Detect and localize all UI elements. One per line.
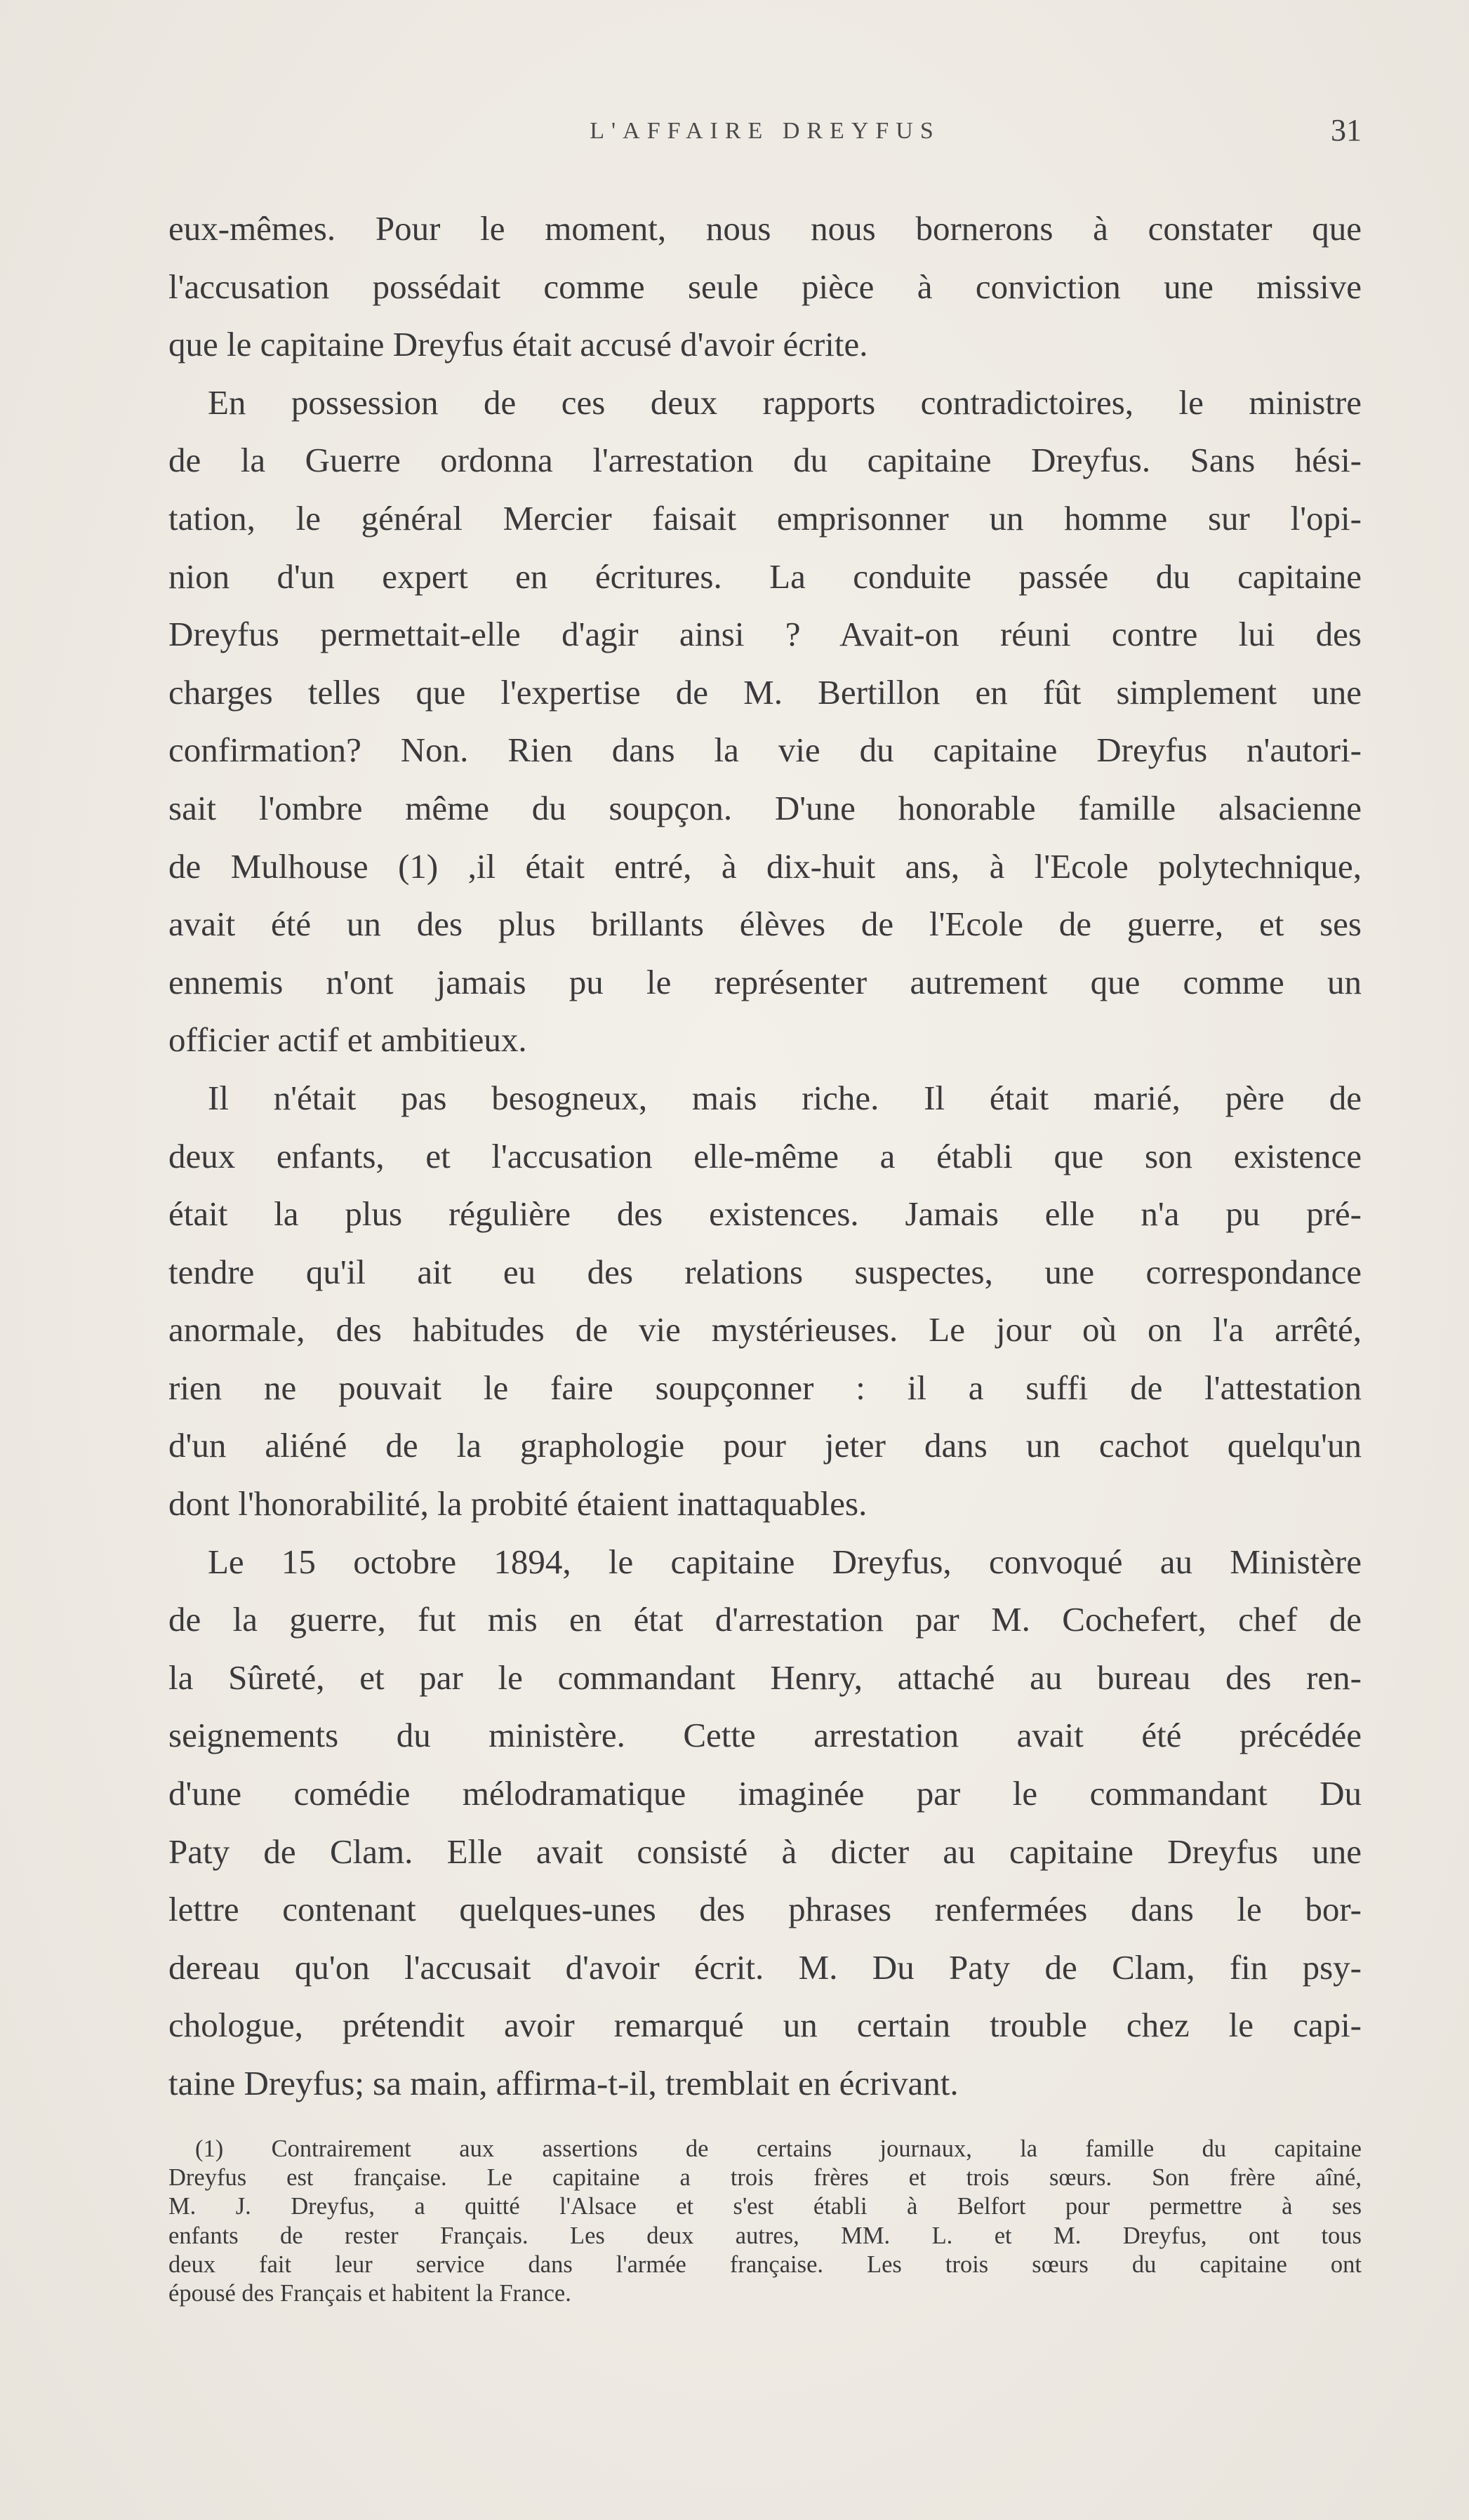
text-line: dereau qu'on l'accusait d'avoir écrit. M. Du Paty de Clam, fin psy-	[168, 1947, 1362, 1987]
text-line: que le capitaine Dreyfus était accusé d'avoir écrite.	[168, 325, 868, 364]
text-line: Il n'était pas besogneux, mais riche. Il était marié, père de	[208, 1078, 1362, 1117]
page-number: 31	[1331, 113, 1362, 147]
running-title: L'AFFAIRE DREYFUS	[590, 118, 940, 144]
text-line: deux enfants, et l'accusation elle-même a établi que son existence	[168, 1136, 1362, 1175]
text-line: nion d'un expert en écritures. La conduite passée du capitaine	[168, 556, 1362, 596]
text-line: seignements du ministère. Cette arrestation avait été précédée	[168, 1716, 1362, 1755]
text-line: Dreyfus permettait-elle d'agir ainsi ? Avait-on réuni contre lui des	[168, 615, 1362, 654]
text-line: avait été un des plus brillants élèves de l'Ecole de guerre, et ses	[168, 905, 1362, 944]
text-line: sait l'ombre même du soupçon. D'une honorable famille alsacienne	[168, 788, 1362, 827]
footnote	[168, 2135, 1362, 2308]
text-line: lettre contenant quelques-unes des phrases renfermées dans le bor-	[168, 1890, 1362, 1929]
text-line: la Sûreté, et par le commandant Henry, attaché au bureau des ren-	[168, 1658, 1362, 1697]
text-line: rien ne pouvait le faire soupçonner : il a suffi de l'attestation	[168, 1368, 1362, 1407]
text-line: chologue, prétendit avoir remarqué un certain trouble chez le capi-	[168, 2006, 1362, 2045]
footnote-line: deux fait leur service dans l'armée française. Les trois sœurs du capitaine ont	[168, 2251, 1362, 2278]
running-header	[168, 113, 1362, 160]
footnote-line: épousé des Français et habitent la France.	[168, 2279, 571, 2307]
text-line: Le 15 octobre 1894, le capitaine Dreyfus, convoqué au Ministère	[208, 1542, 1362, 1581]
text-line: Paty de Clam. Elle avait consisté à dicter au capitaine Dreyfus une	[168, 1832, 1362, 1871]
text-line: dont l'honorabilité, la probité étaient inattaquables.	[168, 1484, 868, 1524]
footnote-line: M. J. Dreyfus, a quitté l'Alsace et s'est établi à Belfort pour permettre à ses	[168, 2193, 1362, 2220]
text-line: charges telles que l'expertise de M. Bertillon en fût simplement une	[168, 672, 1362, 712]
text-line: tation, le général Mercier faisait emprisonner un homme sur l'opi-	[168, 498, 1362, 538]
footnote-line: (1) Contrairement aux assertions de certains journaux, la famille du capitaine	[195, 2135, 1362, 2162]
text-line: de Mulhouse (1) ,il était entré, à dix-huit ans, à l'Ecole polytechnique,	[168, 846, 1362, 886]
text-line: ennemis n'ont jamais pu le représenter autrement que comme un	[168, 962, 1362, 1001]
text-line: était la plus régulière des existences. Jamais elle n'a pu pré-	[168, 1194, 1362, 1234]
text-line: l'accusation possédait comme seule pièce à conviction une missive	[168, 267, 1362, 306]
text-line: officier actif et ambitieux.	[168, 1020, 527, 1060]
text-line: de la guerre, fut mis en état d'arrestation par M. Cochefert, chef de	[168, 1600, 1362, 1639]
text-line: En possession de ces deux rapports contradictoires, le ministre	[208, 382, 1362, 422]
text-line: tendre qu'il ait eu des relations suspectes, une correspondance	[168, 1252, 1362, 1291]
body-text	[168, 200, 1362, 2113]
footnote-line: Dreyfus est française. Le capitaine a trois frères et trois sœurs. Son frère aîné,	[168, 2164, 1362, 2192]
text-line: eux-mêmes. Pour le moment, nous nous bornerons à constater que	[168, 209, 1362, 248]
footnote-line: enfants de rester Français. Les deux autres, MM. L. et M. Dreyfus, ont tous	[168, 2222, 1362, 2249]
text-line: confirmation? Non. Rien dans la vie du capitaine Dreyfus n'autori-	[168, 731, 1362, 770]
text-line: taine Dreyfus; sa main, affirma-t-il, tremblait en écrivant.	[168, 2064, 959, 2102]
text-line: d'une comédie mélodramatique imaginée par le commandant Du	[168, 1774, 1362, 1813]
text-line: d'un aliéné de la graphologie pour jeter dans un cachot quelqu'un	[168, 1426, 1362, 1465]
text-line: de la Guerre ordonna l'arrestation du capitaine Dreyfus. Sans hési-	[168, 441, 1362, 480]
text-line: anormale, des habitudes de vie mystérieuses. Le jour où on l'a arrêté,	[168, 1310, 1362, 1349]
